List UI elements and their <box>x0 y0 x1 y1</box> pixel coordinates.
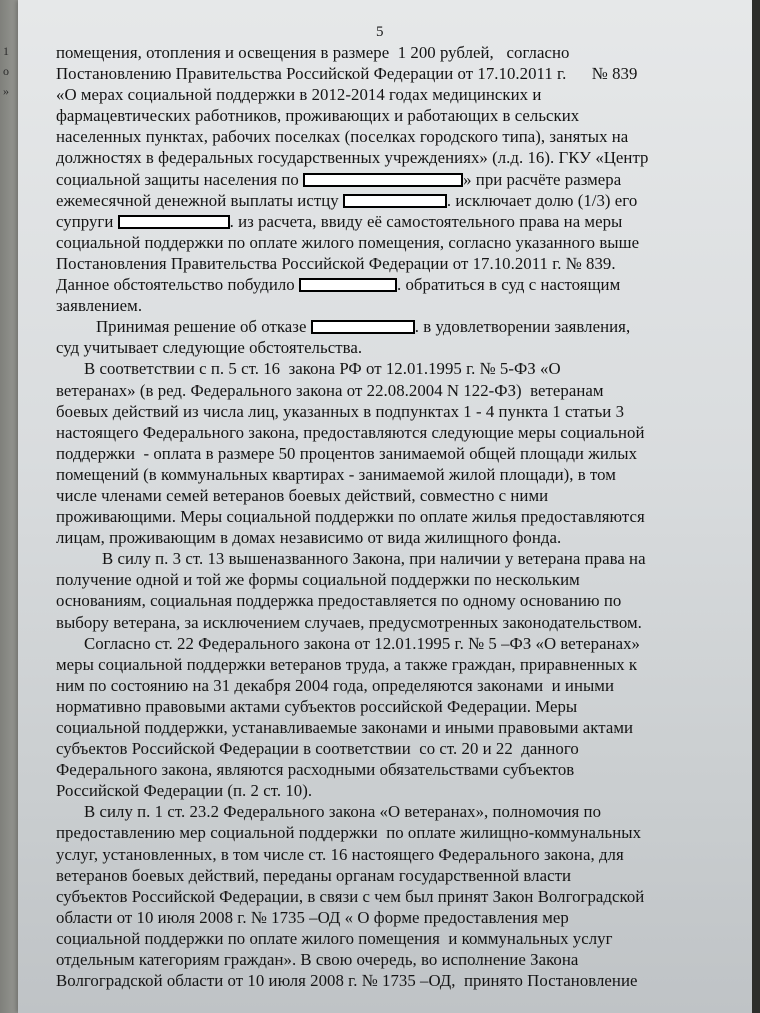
text-run: основаниям, социальная поддержка предоставляется по одному основанию по <box>56 591 622 611</box>
document-body <box>56 42 688 991</box>
text-line <box>56 211 688 232</box>
text-line <box>56 717 688 738</box>
text-line <box>56 949 688 970</box>
text-run: Согласно ст. 22 Федерального закона от 12.01.1995 г. № 5 –ФЗ «О ветеранах» <box>84 633 640 653</box>
text-line <box>56 970 688 991</box>
text-run: супруги <box>56 211 118 231</box>
text-run: Федерального закона, являются расходными обязательствами субъектов <box>56 760 575 780</box>
text-line <box>56 443 688 464</box>
text-line <box>56 633 688 654</box>
text-line <box>56 612 688 633</box>
paragraph <box>56 801 688 991</box>
text-line <box>56 190 688 211</box>
text-line <box>56 63 688 84</box>
text-run: В силу п. 1 ст. 23.2 Федерального закона «О ветеранах», полномочия по <box>84 802 602 822</box>
text-line <box>56 105 688 126</box>
text-line <box>56 274 688 295</box>
text-run: заявлением. <box>56 296 143 316</box>
text-run: проживающими. Меры социальной поддержки по оплате жилья предоставляются <box>56 507 645 527</box>
text-run: поддержки - оплата в размере 50 процентов занимаемой общей площади жилых <box>56 443 638 463</box>
text-run: отдельным категориям граждан». В свою очередь, во исполнение Закона <box>56 950 579 970</box>
text-run: услуг, установленных, в том числе ст. 16 настоящего Федерального закона, для <box>56 844 624 864</box>
text-run: Данное обстоятельство побудило <box>56 275 299 295</box>
text-run: должностях в федеральных государственных учреждениях» (л.д. 16). ГКУ «Центр <box>56 148 649 168</box>
text-line <box>56 907 688 928</box>
text-line <box>56 147 688 168</box>
text-line <box>56 253 688 274</box>
text-run: социальной поддержки по оплате жилого помещения и коммунальных услуг <box>56 928 613 948</box>
background-edge <box>752 0 760 1013</box>
text-line <box>56 42 688 63</box>
margin-mark: 1 <box>3 44 9 58</box>
text-run: помещения, отопления и освещения в размере 1 200 рублей, согласно <box>56 43 570 62</box>
text-run: ветеранах» (в ред. Федерального закона от 22.08.2004 N 122-ФЗ) ветеранам <box>56 380 604 400</box>
paragraph <box>56 358 688 548</box>
text-run: субъектов Российской Федерации в соответствии со ст. 20 и 22 данного <box>56 739 579 759</box>
text-run: числе членами семей ветеранов боевых действий, совместно с ними <box>56 485 549 505</box>
text-run: . исключает долю (1/3) его <box>446 190 638 210</box>
text-run: населенных пунктах, рабочих поселках (поселках городского типа), занятых на <box>56 127 629 147</box>
text-run: ветеранов боевых действий, переданы органам государственной власти <box>56 865 571 885</box>
redaction-box <box>343 194 447 208</box>
text-line <box>56 548 688 569</box>
paragraph <box>56 316 688 358</box>
paragraph <box>56 42 688 316</box>
text-run: «О мерах социальной поддержки в 2012-2014 годах медицинских и <box>56 85 542 105</box>
text-run: социальной поддержки по оплате жилого помещения, согласно указанного выше <box>56 232 640 252</box>
text-run: В силу п. 3 ст. 13 вышеназванного Закона, при наличии у ветерана права на <box>102 549 646 569</box>
text-line <box>56 527 688 548</box>
text-line <box>56 126 688 147</box>
text-line <box>56 84 688 105</box>
text-run: . в удовлетворении заявления, <box>414 317 631 337</box>
text-line <box>56 822 688 843</box>
text-line <box>56 886 688 907</box>
text-line <box>56 380 688 401</box>
text-line <box>56 506 688 527</box>
text-run: нормативно правовыми актами субъектов российской Федерации. Меры <box>56 696 578 716</box>
text-run: получение одной и той же формы социальной поддержки по нескольким <box>56 570 580 590</box>
text-run: . обратиться в суд с настоящим <box>397 275 621 295</box>
document-page <box>18 0 752 1013</box>
page-number: 5 <box>376 24 384 40</box>
text-line <box>56 801 688 822</box>
text-run: Принимая решение об отказе <box>96 317 311 337</box>
text-run: социальной защиты населения по <box>56 169 304 189</box>
text-run: » при расчёте размера <box>463 169 622 189</box>
text-run: . из расчета, ввиду её самостоятельного права на меры <box>229 211 623 231</box>
text-run: суд учитывает следующие обстоятельства. <box>56 338 363 358</box>
text-run: настоящего Федерального закона, предоставляются следующие меры социальной <box>56 422 645 442</box>
text-run: ежемесячной денежной выплаты истцу <box>56 190 343 210</box>
text-line <box>56 485 688 506</box>
text-run: социальной поддержки, устанавливаемые законами и иными правовыми актами <box>56 718 634 737</box>
text-line <box>56 675 688 696</box>
text-line <box>56 316 688 337</box>
text-line <box>56 295 688 316</box>
text-line <box>56 464 688 485</box>
paragraph <box>56 633 688 802</box>
text-line <box>56 569 688 590</box>
text-run: меры социальной поддержки ветеранов труда, а также граждан, приравненных к <box>56 654 638 674</box>
text-line <box>56 738 688 759</box>
text-line <box>56 337 688 358</box>
redaction-box <box>118 215 230 229</box>
text-run: фармацевтических работников, проживающих и работающих в сельских <box>56 106 580 126</box>
text-line <box>56 232 688 253</box>
text-line <box>56 759 688 780</box>
text-line <box>56 422 688 443</box>
text-line <box>56 590 688 611</box>
text-run: В соответствии с п. 5 ст. 16 закона РФ от 12.01.1995 г. № 5-ФЗ «О <box>84 359 561 379</box>
text-line <box>56 844 688 865</box>
text-run: Волгоградской области от 10 июля 2008 г. № 1735 –ОД, принято Постановление <box>56 971 638 991</box>
redaction-box <box>311 320 415 334</box>
text-line <box>56 865 688 886</box>
text-line <box>56 928 688 949</box>
text-line <box>56 358 688 379</box>
margin-mark: » <box>3 84 9 98</box>
text-run: выбору ветерана, за исключением случаев, предусмотренных законодательством. <box>56 612 642 632</box>
text-run: области от 10 июля 2008 г. № 1735 –ОД « О форме предоставления мер <box>56 907 569 927</box>
paragraph <box>56 548 688 632</box>
text-run: помещений (в коммунальных квартирах - занимаемой жилой площади), в том <box>56 464 616 484</box>
text-line <box>56 780 688 801</box>
text-run: лицам, проживающим в домах независимо от вида жилищного фонда. <box>56 528 562 548</box>
text-run: ним по состоянию на 31 декабря 2004 года, определяются законами и иными <box>56 675 615 695</box>
text-line <box>56 401 688 422</box>
text-run: Российской Федерации (п. 2 ст. 10). <box>56 781 313 801</box>
text-run: боевых действий из числа лиц, указанных в подпунктах 1 - 4 пункта 1 статьи 3 <box>56 401 625 421</box>
text-run: субъектов Российской Федерации, в связи с чем был принят Закон Волгоградской <box>56 886 645 906</box>
text-run: Постановления Правительства Российской Федерации от 17.10.2011 г. № 839. <box>56 253 616 273</box>
text-line <box>56 654 688 675</box>
margin-mark: о <box>3 64 9 78</box>
redaction-box <box>299 278 397 292</box>
redaction-box <box>303 173 463 187</box>
text-run: предоставлению мер социальной поддержки по оплате жилищно-коммунальных <box>56 823 642 843</box>
text-line <box>56 696 688 717</box>
text-run: Постановлению Правительства Российской Федерации от 17.10.2011 г. № 839 <box>56 64 638 84</box>
text-line <box>56 169 688 190</box>
